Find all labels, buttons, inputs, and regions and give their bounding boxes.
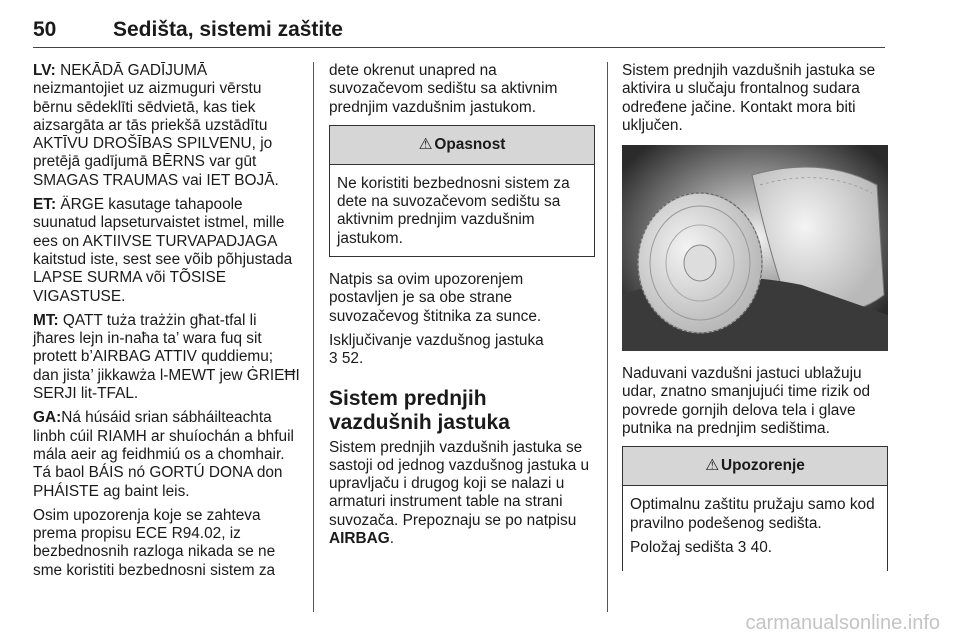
paragraph-system: Sistem prednjih vazdušnih jastuka se sastoji od jednog vazdušnog jastuka u upravljaču i drugog koji se nalazi u armaturi instrument table na strani suvozača. Prepoznaju se po natpisu AIRBAG. xyxy=(329,438,590,548)
paragraph-deactivation: Isključivanje vazdušnog jastuka 3 52. xyxy=(329,331,544,368)
warning-triangle-icon: ⚠ xyxy=(705,457,719,475)
paragraph-protection: Naduvani vazdušni jastuci ublažuju udar, znatno smanjujući time rizik od povrede gornjih delova tela i glave putnika na prednjim sedištima. xyxy=(622,365,871,438)
airbag-illustration xyxy=(622,145,888,351)
paragraph-mt: MT: QATT tuża trażżin għat-tfal li jħares lejn in-naħa ta’ wara fuq sit protett b’AIRBAG ATTIV quddiemu; dan jista’ jikkawża l-MEWT jew ĠRIEĦI SERJI lit-TFAL. xyxy=(33,311,300,403)
paragraph-intro: dete okrenut unapred na suvozačevom sedištu sa aktivnim prednjim vazdušnim jastukom. xyxy=(329,62,558,116)
column-divider-1 xyxy=(313,62,314,612)
paragraph-sunvisor: Natpis sa ovim upozorenjem postavljen je sa obe strane suvozačevog štitnika za sunce. xyxy=(329,271,542,325)
page-number: 50 xyxy=(33,18,57,41)
caution-title: Opasnost xyxy=(434,135,506,153)
paragraph-et: ET: ÄRGE kasutage tahapoole suunatud lapseturvaistet istmel, mille ees on AKTIIVSE TURVAPADJAGA kaitstud iste, sest see võib põhjustada LAPSE SURMA või TÕSISE VIGASTUSE. xyxy=(33,196,293,305)
page-reference: 3 52. xyxy=(329,350,364,368)
warning-box xyxy=(622,446,888,571)
caution-header xyxy=(330,126,594,165)
warning-header xyxy=(623,447,887,486)
page-title: Sedišta, sistemi zaštite xyxy=(113,18,343,41)
column-2 xyxy=(329,62,595,554)
paragraph-ga: GA:Ná húsáid srian sábháilteachta linbh cúil RIAMH ar shuíochán a bhfuil mála aeir ag feidhmiú os a chomhair. Tá baol BÁIS nó GORTÚ DONA don PHÁISTE ag baint leis. xyxy=(33,409,294,500)
warning-title: Upozorenje xyxy=(721,457,805,475)
section-heading: Sistem prednjih vazdušnih jastuka xyxy=(329,386,510,434)
caution-box xyxy=(329,125,595,257)
column-1 xyxy=(33,62,301,586)
paragraph-ece-note: Osim upozorenja koje se zahteva prema propisu ECE R94.02, iz bezbednosnih razloga nikada se ne sme koristiti bezbednosni sistem za xyxy=(33,506,276,579)
paragraph-activation: Sistem prednjih vazdušnih jastuka se aktivira u slučaju frontalnog sudara određene jačine. Kontakt mora biti uključen. xyxy=(622,62,876,134)
column-divider-2 xyxy=(607,62,608,612)
header-divider xyxy=(33,47,885,48)
warning-triangle-icon: ⚠ xyxy=(418,135,433,153)
watermark: carmanualsonline.info xyxy=(745,612,940,634)
caution-body: Ne koristiti bezbednosni sistem za dete na suvozačevom sedištu sa aktivnim prednjim vazdušnim jastukom. xyxy=(337,174,570,247)
warning-body: Optimalnu zaštitu pružaju samo kod pravilno podešenog sedišta. Položaj sedišta 3 40. xyxy=(630,496,875,556)
column-3 xyxy=(622,62,888,571)
page-header xyxy=(33,18,885,48)
paragraph-lv: LV: NEKĀDĀ GADĪJUMĀ neizmantojiet uz aizmuguri vērstu bērnu sēdeklīti sēdvietā, kas tiek aizsargāta ar tās priekšā uzstādītu AKTĪVU DROŠĪBAS SPILVENU, jo pretējā gadījumā BĒRNS var gūt SMAGAS TRAUMAS vai IET BOJĀ. xyxy=(33,62,279,189)
